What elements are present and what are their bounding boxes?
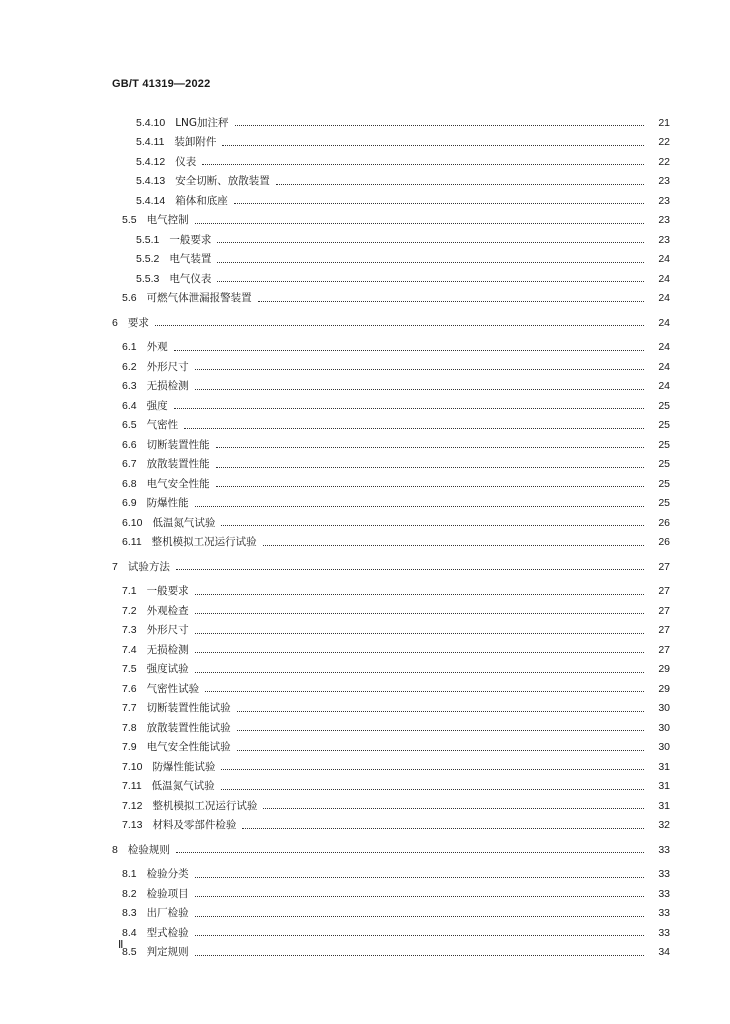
dot-leader <box>221 524 644 526</box>
toc-entry[interactable] <box>0 250 730 270</box>
toc-entry-title: 低温氮气试验 <box>152 516 216 529</box>
toc-entry-page: 23 <box>658 194 670 207</box>
dot-leader <box>195 505 644 507</box>
toc-entry-title: 强度试验 <box>146 663 189 675</box>
toc-entry-title: 防爆性能 <box>146 497 189 509</box>
toc-entry[interactable] <box>0 621 730 641</box>
toc-entry-page: 25 <box>658 399 670 412</box>
toc-entry-title: 出厂检验 <box>146 907 189 919</box>
toc-entry-page: 31 <box>658 799 670 812</box>
toc-entry-page: 24 <box>658 253 670 265</box>
dot-leader <box>176 568 644 570</box>
toc-entry[interactable] <box>0 640 730 660</box>
toc-entry-number: 7 <box>112 560 118 573</box>
toc-entry-number: 8.1 <box>122 868 137 880</box>
dot-leader <box>195 612 644 614</box>
toc-entry-title: 电气装置 <box>169 253 212 265</box>
toc-entry-page: 33 <box>658 907 670 919</box>
toc-entry-title: 型式检验 <box>146 926 189 939</box>
toc-entry[interactable] <box>0 679 730 699</box>
toc-entry[interactable] <box>0 757 730 777</box>
dot-leader <box>242 827 644 829</box>
toc-entry-number: 8.3 <box>122 907 137 919</box>
dot-leader <box>237 729 644 731</box>
toc-entry[interactable] <box>0 840 730 860</box>
toc-entry-title: 判定规则 <box>146 946 189 958</box>
toc-entry-page: 30 <box>658 721 670 734</box>
dot-leader <box>195 895 644 897</box>
toc-entry[interactable] <box>0 865 730 885</box>
toc-entry-title: 装卸附件 <box>174 136 217 148</box>
toc-entry-number: 5.4.11 <box>136 136 165 148</box>
toc-entry-page: 27 <box>658 624 670 636</box>
toc-entry-page: 24 <box>658 316 670 329</box>
toc-entry-title: 整机模拟工况运行试验 <box>151 536 257 548</box>
toc-entry-title: 检验分类 <box>146 868 189 880</box>
toc-entry-page: 29 <box>658 682 670 695</box>
dot-leader <box>174 349 644 351</box>
toc-entry-number: 5.5.1 <box>136 233 160 246</box>
toc-entry[interactable] <box>0 396 730 416</box>
toc-entry-number: 6.5 <box>122 419 137 431</box>
toc-entry-number: 5.5 <box>122 214 137 226</box>
toc-entry-page: 27 <box>658 643 670 656</box>
toc-entry-number: 5.5.3 <box>136 272 160 285</box>
toc-entry-page: 21 <box>658 116 670 129</box>
toc-entry-page: 25 <box>658 477 670 490</box>
toc-entry-title: 电气安全性能试验 <box>146 741 231 753</box>
toc-entry-page: 33 <box>658 926 670 939</box>
dot-leader <box>237 749 644 751</box>
toc-entry-number: 7.9 <box>122 741 137 753</box>
toc-entry-title: 气密性试验 <box>146 682 200 695</box>
toc-entry[interactable] <box>0 533 730 553</box>
toc-entry[interactable] <box>0 172 730 192</box>
toc-entry-number: 7.5 <box>122 663 137 675</box>
toc-entry-number: 5.4.13 <box>136 175 166 187</box>
dot-leader <box>195 593 644 595</box>
toc-entry-title: 放散装置性能 <box>146 458 210 470</box>
toc-entry-page: 26 <box>658 516 670 529</box>
toc-entry[interactable] <box>0 474 730 494</box>
dot-leader <box>234 202 644 204</box>
toc-entry-title: 无损检测 <box>146 380 189 392</box>
toc-entry[interactable] <box>0 494 730 514</box>
toc-entry-page: 27 <box>658 585 670 597</box>
toc-entry-number: 6.4 <box>122 399 137 412</box>
toc-entry[interactable] <box>0 289 730 309</box>
toc-entry-number: 5.5.2 <box>136 253 160 265</box>
toc-entry[interactable] <box>0 699 730 719</box>
toc-entry-number: 7.10 <box>122 760 143 773</box>
toc-entry-page: 22 <box>658 136 670 148</box>
toc-entry-page: 30 <box>658 741 670 753</box>
toc-entry-title: 整机模拟工况运行试验 <box>152 799 258 812</box>
toc-entry-page: 32 <box>658 819 670 831</box>
toc-entry-number: 6.2 <box>122 360 137 373</box>
toc-entry-number: 7.4 <box>122 643 137 656</box>
toc-entry-title: 外形尺寸 <box>146 624 189 636</box>
toc-entry-title: 防爆性能试验 <box>152 760 216 773</box>
dot-leader <box>202 163 644 165</box>
toc-entry-title: 外形尺寸 <box>146 360 189 373</box>
toc-entry-number: 6.1 <box>122 341 137 353</box>
toc-entry-page: 27 <box>658 560 670 573</box>
toc-entry-title: 外观检查 <box>146 604 189 617</box>
toc-entry-title: 箱体和底座 <box>175 194 228 207</box>
toc-entry[interactable] <box>0 455 730 475</box>
toc-entry-title: 可燃气体泄漏报警装置 <box>146 292 252 304</box>
toc-entry-number: 6.10 <box>122 516 143 529</box>
toc-entry-page: 25 <box>658 497 670 509</box>
toc-entry[interactable] <box>0 582 730 602</box>
toc-entry-page: 24 <box>658 341 670 353</box>
toc-entry[interactable] <box>0 313 730 333</box>
toc-entry[interactable] <box>0 660 730 680</box>
toc-entry-page: 29 <box>658 663 670 675</box>
toc-entry-title: 一般要求 <box>146 585 189 597</box>
toc-entry-page: 27 <box>658 604 670 617</box>
dot-leader <box>195 388 644 390</box>
toc-entry[interactable] <box>0 133 730 153</box>
toc-entry[interactable] <box>0 230 730 250</box>
dot-leader <box>195 368 644 370</box>
toc-entry-number: 5.6 <box>122 292 137 304</box>
dot-leader <box>195 954 644 956</box>
document-header: GB/T 41319—2022 <box>112 78 211 90</box>
dot-leader <box>195 934 644 936</box>
toc-entry-title: 切断装置性能 <box>146 438 210 451</box>
toc-entry[interactable] <box>0 211 730 231</box>
toc-entry-page: 26 <box>658 536 670 548</box>
toc-entry-page: 33 <box>658 887 670 900</box>
toc-entry-title: 无损检测 <box>146 643 189 656</box>
toc-entry-number: 6.9 <box>122 497 137 509</box>
toc-entry-number: 7.12 <box>122 799 143 812</box>
toc-entry[interactable] <box>0 191 730 211</box>
toc-entry[interactable] <box>0 152 730 172</box>
toc-entry[interactable] <box>0 269 730 289</box>
toc-entry-number: 5.4.14 <box>136 194 166 207</box>
dot-leader <box>195 222 644 224</box>
toc-entry-title: 仪表 <box>175 155 197 168</box>
toc-entry-number: 5.4.12 <box>136 155 166 168</box>
toc-entry-page: 25 <box>658 419 670 431</box>
toc-entry-number: 8.4 <box>122 926 137 939</box>
toc-entry-number: 7.2 <box>122 604 137 617</box>
toc-entry-page: 23 <box>658 214 670 226</box>
toc-entry-page: 31 <box>658 780 670 792</box>
toc-entry-number: 6.11 <box>122 536 142 548</box>
toc-entry-title: 切断装置性能试验 <box>146 702 231 714</box>
toc-entry-number: 8.2 <box>122 887 137 900</box>
dot-leader <box>216 466 644 468</box>
dot-leader <box>195 632 644 634</box>
toc-entry-page: 24 <box>658 360 670 373</box>
dot-leader <box>217 261 644 263</box>
toc-entry[interactable] <box>0 738 730 758</box>
toc-entry[interactable] <box>0 377 730 397</box>
toc-entry[interactable] <box>0 796 730 816</box>
toc-entry-page: 24 <box>658 272 670 285</box>
toc-entry-number: 6.8 <box>122 477 137 490</box>
toc-entry-page: 22 <box>658 155 670 168</box>
toc-entry-page: 24 <box>658 380 670 392</box>
dot-leader <box>221 788 644 790</box>
dot-leader <box>258 300 644 302</box>
toc-entry[interactable] <box>0 601 730 621</box>
toc-entry-number: 6.6 <box>122 438 137 451</box>
toc-entry[interactable] <box>0 923 730 943</box>
toc-entry-title: 气密性 <box>146 419 179 431</box>
dot-leader <box>222 144 644 146</box>
toc-entry-title: 放散装置性能试验 <box>146 721 231 734</box>
toc-entry[interactable] <box>0 435 730 455</box>
dot-leader <box>263 544 644 546</box>
dot-leader <box>195 671 644 673</box>
toc-entry-number: 7.1 <box>122 585 137 597</box>
toc-entry[interactable] <box>0 513 730 533</box>
toc-entry-number: 7.11 <box>122 780 142 792</box>
toc-entry-title: 电气控制 <box>146 214 189 226</box>
toc-entry[interactable] <box>0 718 730 738</box>
toc-entry-number: 8 <box>112 843 118 856</box>
toc-entry-number: 7.13 <box>122 819 143 831</box>
toc-entry-title: 试验方法 <box>127 560 170 573</box>
toc-entry-page: 25 <box>658 438 670 451</box>
dot-leader <box>195 876 644 878</box>
dot-leader <box>205 690 644 692</box>
dot-leader <box>217 241 644 243</box>
table-of-contents <box>0 113 730 962</box>
toc-entry-title: 电气仪表 <box>169 272 212 285</box>
dot-leader <box>221 768 644 770</box>
toc-entry-number: 7.7 <box>122 702 137 714</box>
toc-entry-title: 外观 <box>146 341 168 353</box>
dot-leader <box>217 280 644 282</box>
dot-leader <box>195 651 644 653</box>
toc-entry-title: 安全切断、放散装置 <box>175 175 270 187</box>
toc-entry-title: LNG加注秤 <box>175 116 229 129</box>
toc-entry[interactable] <box>0 943 730 963</box>
dot-leader <box>216 485 644 487</box>
toc-entry-title: 低温氮气试验 <box>151 780 215 792</box>
dot-leader <box>176 851 644 853</box>
toc-entry-page: 33 <box>658 843 670 856</box>
toc-entry[interactable] <box>0 557 730 577</box>
dot-leader <box>195 915 644 917</box>
toc-entry-title: 一般要求 <box>169 233 212 246</box>
toc-entry-page: 23 <box>658 175 670 187</box>
dot-leader <box>174 407 644 409</box>
toc-entry-title: 电气安全性能 <box>146 477 210 490</box>
toc-entry-title: 材料及零部件检验 <box>152 819 237 831</box>
dot-leader <box>235 124 644 126</box>
toc-entry-page: 33 <box>658 868 670 880</box>
toc-entry-number: 7.3 <box>122 624 137 636</box>
toc-entry-page: 30 <box>658 702 670 714</box>
toc-entry-number: 8.5 <box>122 946 137 958</box>
toc-entry[interactable] <box>0 777 730 797</box>
toc-entry-page: 34 <box>658 946 670 958</box>
toc-entry-page: 31 <box>658 760 670 773</box>
dot-leader <box>276 183 644 185</box>
toc-entry[interactable] <box>0 416 730 436</box>
toc-entry[interactable] <box>0 816 730 836</box>
dot-leader <box>263 807 644 809</box>
dot-leader <box>216 446 644 448</box>
toc-entry[interactable] <box>0 113 730 133</box>
toc-entry[interactable] <box>0 338 730 358</box>
toc-entry[interactable] <box>0 884 730 904</box>
toc-entry-number: 5.4.10 <box>136 116 166 129</box>
toc-entry-number: 7.8 <box>122 721 137 734</box>
toc-entry[interactable] <box>0 357 730 377</box>
toc-entry[interactable] <box>0 904 730 924</box>
toc-entry-number: 7.6 <box>122 682 137 695</box>
toc-entry-number: 6.3 <box>122 380 137 392</box>
toc-entry-number: 6 <box>112 316 118 329</box>
toc-entry-title: 检验项目 <box>146 887 189 900</box>
dot-leader <box>237 710 644 712</box>
toc-entry-title: 检验规则 <box>127 843 170 856</box>
page-number-footer: Ⅱ <box>118 939 124 951</box>
toc-entry-page: 25 <box>658 458 670 470</box>
toc-entry-title: 强度 <box>146 399 168 412</box>
toc-entry-number: 6.7 <box>122 458 137 470</box>
toc-entry-page: 23 <box>658 233 670 246</box>
dot-leader <box>184 427 644 429</box>
toc-entry-page: 24 <box>658 292 670 304</box>
dot-leader <box>155 324 644 326</box>
toc-entry-title: 要求 <box>127 316 149 329</box>
